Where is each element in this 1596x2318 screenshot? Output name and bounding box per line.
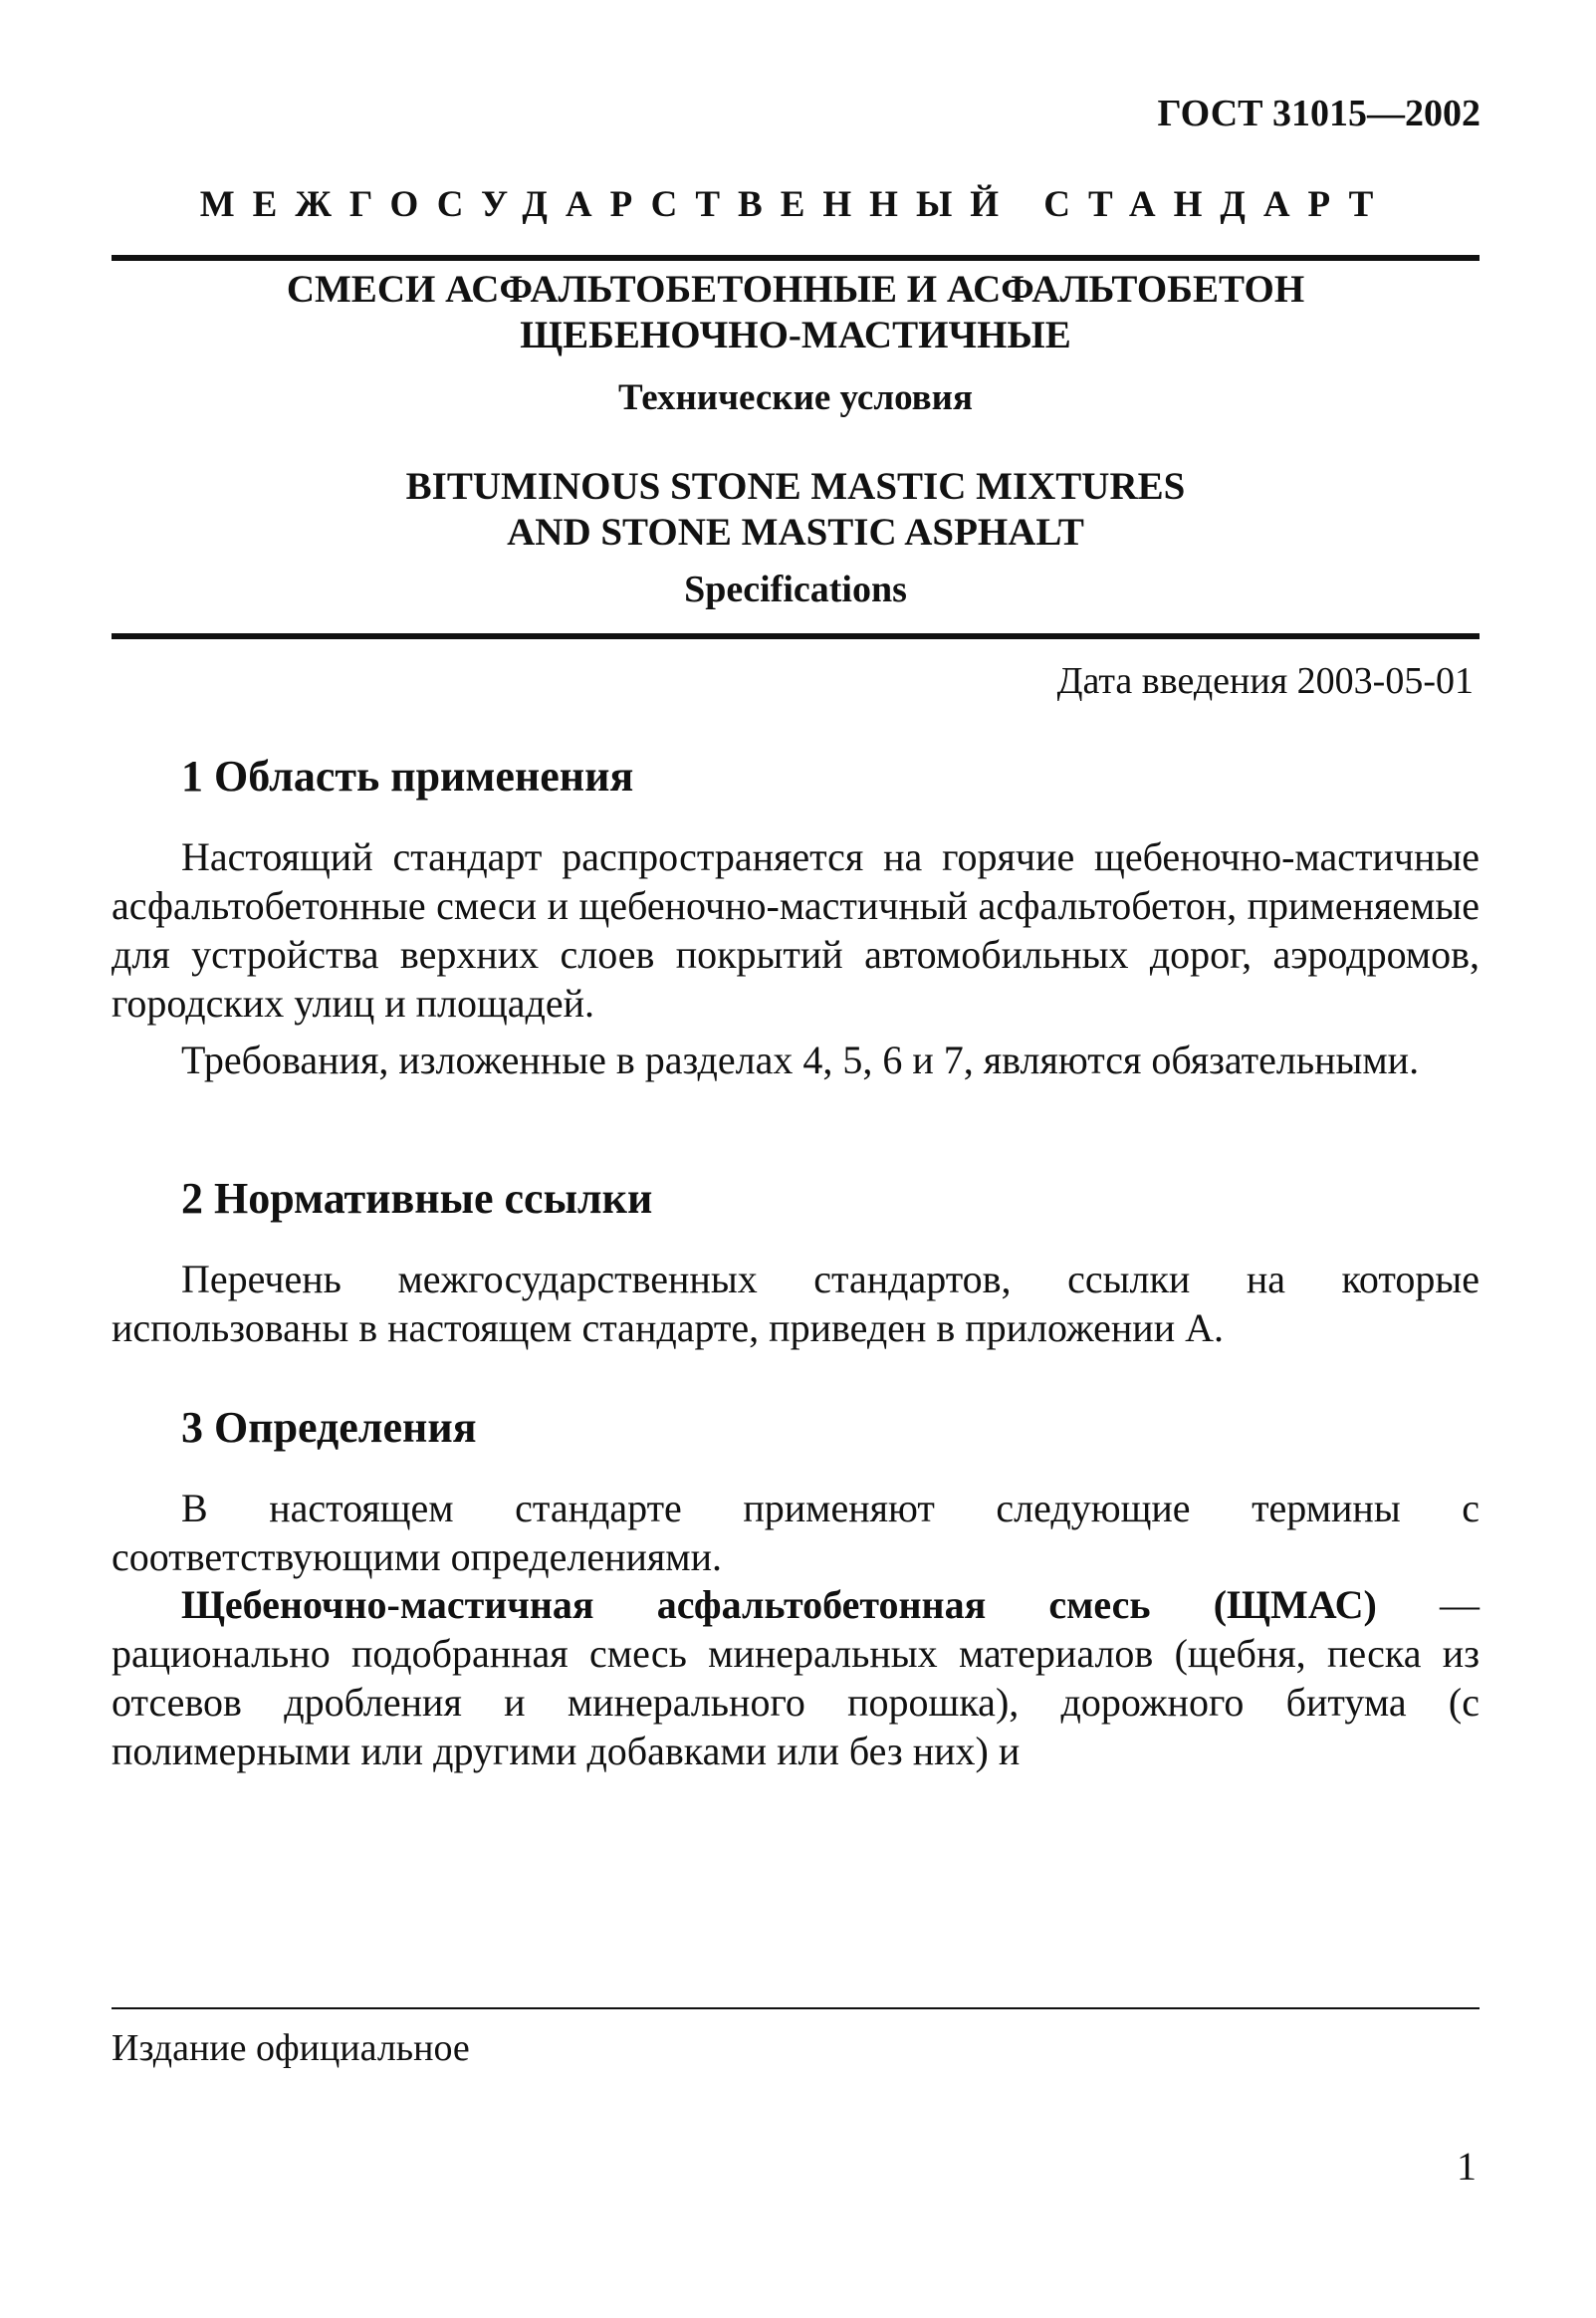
footer-rule [112,2007,1480,2009]
english-subtitle: Specifications [684,569,907,610]
section-3-paragraph-1: В настоящем стандарте применяют следующие термины с соответствующими определениями. [112,1486,1480,1579]
english-title-line-2: AND STONE MASTIC ASPHALT [507,511,1084,554]
section-1-heading: 1 Область применения [181,752,634,801]
section-3-heading: 3 Определения [181,1403,477,1452]
standard-type: МЕЖГОСУДАРСТВЕННЫЙ СТАНДАРТ [199,184,1392,225]
english-title-line-1: BITUMINOUS STONE MASTIC MIXTURES [405,465,1186,508]
introduction-date: Дата введения 2003-05-01 [1056,660,1474,702]
standard-code: ГОСТ 31015—2002 [1157,93,1481,134]
russian-title [112,267,1480,358]
edition-note: Издание официальное [112,2027,470,2069]
header-rule [112,255,1480,261]
russian-title-line-2: ЩЕБЕНОЧНО-МАСТИЧНЫЕ [520,314,1071,356]
english-title [112,464,1480,556]
definition-text: — рационально подобранная смесь минеральных материалов (щебня, песка из отсевов дробления и минерального порошка), дорожного битума (с полимерными или другими добавками или без них) и [112,1582,1481,1773]
section-1-paragraph-1: Настоящий стандарт распространяется на горячие щебеночно-мастичные асфальтобетонные смеси и щебеночно-мастичный асфальтобетон, применяемые для устройства верхних слоев покрытий автомобильных дорог, аэродромов, городских улиц и площадей. [112,834,1480,1026]
defined-term: Щебеночно-мастичная асфальтобетонная смесь (ЩМАС) [181,1582,1377,1627]
section-2-paragraph-1: Перечень межгосударственных стандартов, ссылки на которые использованы в настоящем стандарте, приведен в приложении А. [112,1257,1480,1350]
definition-paragraph [112,1580,1480,1775]
title-rule [112,633,1480,639]
page-number: 1 [1457,2144,1477,2189]
russian-title-line-1: СМЕСИ АСФАЛЬТОБЕТОННЫЕ И АСФАЛЬТОБЕТОН [286,268,1305,311]
section-2-heading: 2 Нормативные ссылки [181,1174,653,1223]
section-1-paragraph-2: Требования, изложенные в разделах 4, 5, 6 и 7, являются обязательными. [181,1038,1420,1082]
russian-subtitle: Технические условия [618,377,973,418]
